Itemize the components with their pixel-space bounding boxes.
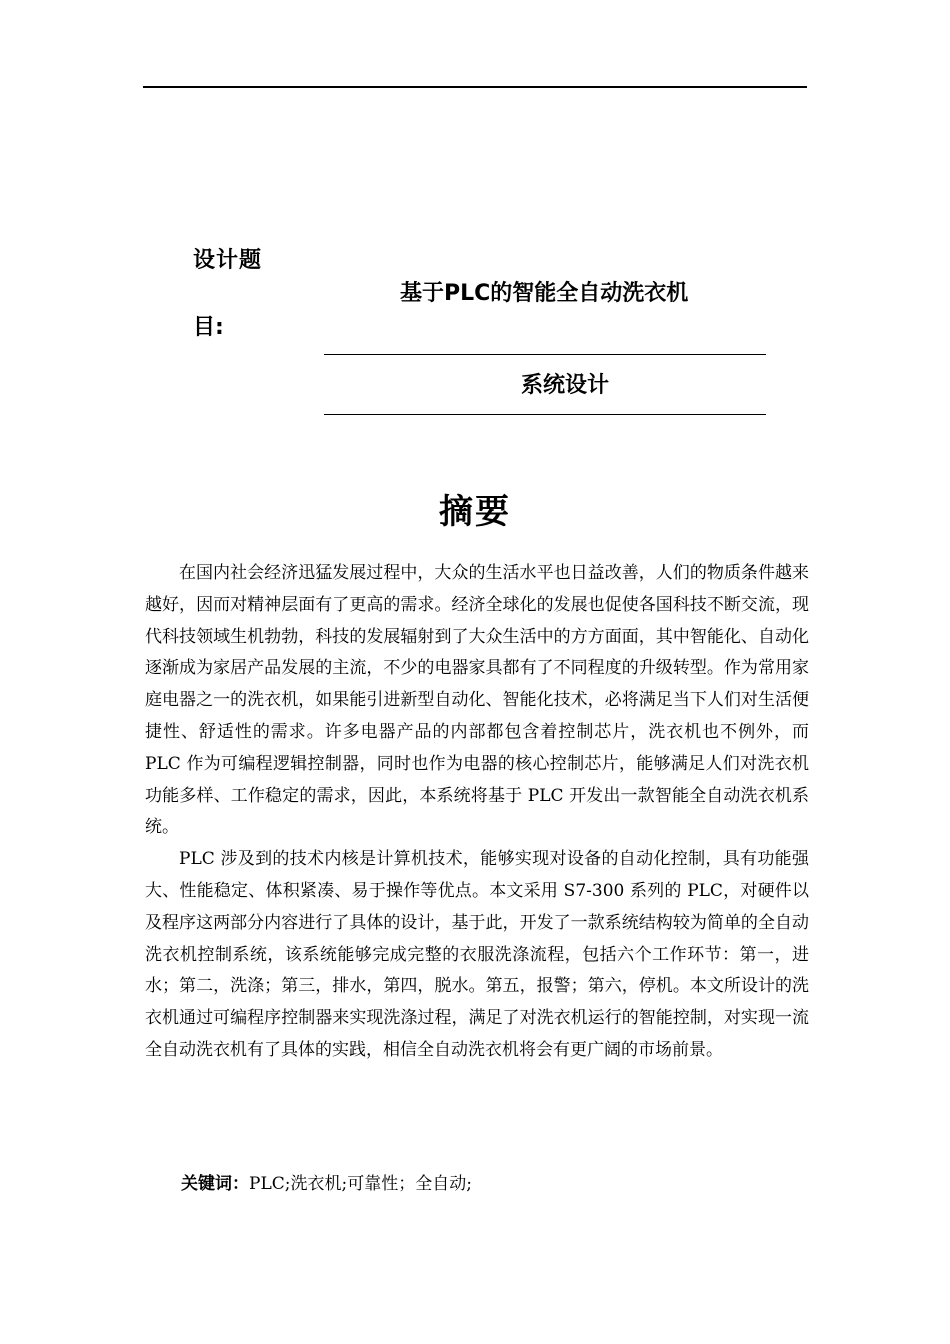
- design-topic-label-cont: 目:: [193, 315, 224, 340]
- abstract-paragraph-1: 在国内社会经济迅猛发展过程中，大众的生活水平也日益改善，人们的物质条件越来越好，因而对精神层面有了更高的需求。经济全球化的发展也促使各国科技不断交流，现代科技领域生机勃勃，科技的发展辐射到了大众生活中的方方面面，其中智能化、自动化逐渐成为家居产品发展的主流，不少的电器家具都有了不同程度的升级转型。作为常用家庭电器之一的洗衣机，如果能引进新型自动化、智能化技术，必将满足当下人们对生活便捷性、舒适性的需求。许多电器产品的内部都包含着控制芯片，洗衣机也不例外，而 PLC 作为可编程逻辑控制器，同时也作为电器的核心控制芯片，能够满足人们对洗衣机功能多样、工作稳定的需求，因此，本系统将基于 PLC 开发出一款智能全自动洗衣机系统。: [145, 563, 809, 838]
- keywords-value: PLC;洗衣机;可靠性；全自动;: [249, 1174, 472, 1194]
- thesis-title-line2: 系统设计: [521, 373, 610, 398]
- abstract-paragraph-2: PLC 涉及到的技术内核是计算机技术，能够实现对设备的自动化控制，具有功能强大、性能稳定、体积紧凑、易于操作等优点。本文采用 S7-300 系列的 PLC，对硬件以及程序这两部分内容进行了具体的设计，基于此，开发了一款系统结构较为简单的全自动洗衣机控制系统，该系统能够完成完整的衣服洗涤流程，包括六个工作环节：第一，进水；第二，洗涤；第三，排水，第四，脱水。第五，报警；第六，停机。本文所设计的洗衣机通过可编程序控制器来实现洗涤过程，满足了对洗衣机运行的智能控制，对实现一流全自动洗衣机有了具体的实践，相信全自动洗衣机将会有更广阔的市场前景。: [145, 849, 809, 1060]
- title-underline-1: [324, 354, 766, 355]
- keywords-line: [181, 1168, 472, 1200]
- thesis-title-line1: 基于PLC的智能全自动洗衣机: [400, 281, 689, 306]
- header-rule: [143, 86, 807, 88]
- title-underline-2: [324, 414, 766, 415]
- abstract-heading: 摘要: [439, 492, 511, 532]
- keywords-label: 关键词：: [181, 1174, 249, 1194]
- design-topic-label: 设计题: [193, 248, 263, 273]
- abstract-body: [145, 558, 809, 1067]
